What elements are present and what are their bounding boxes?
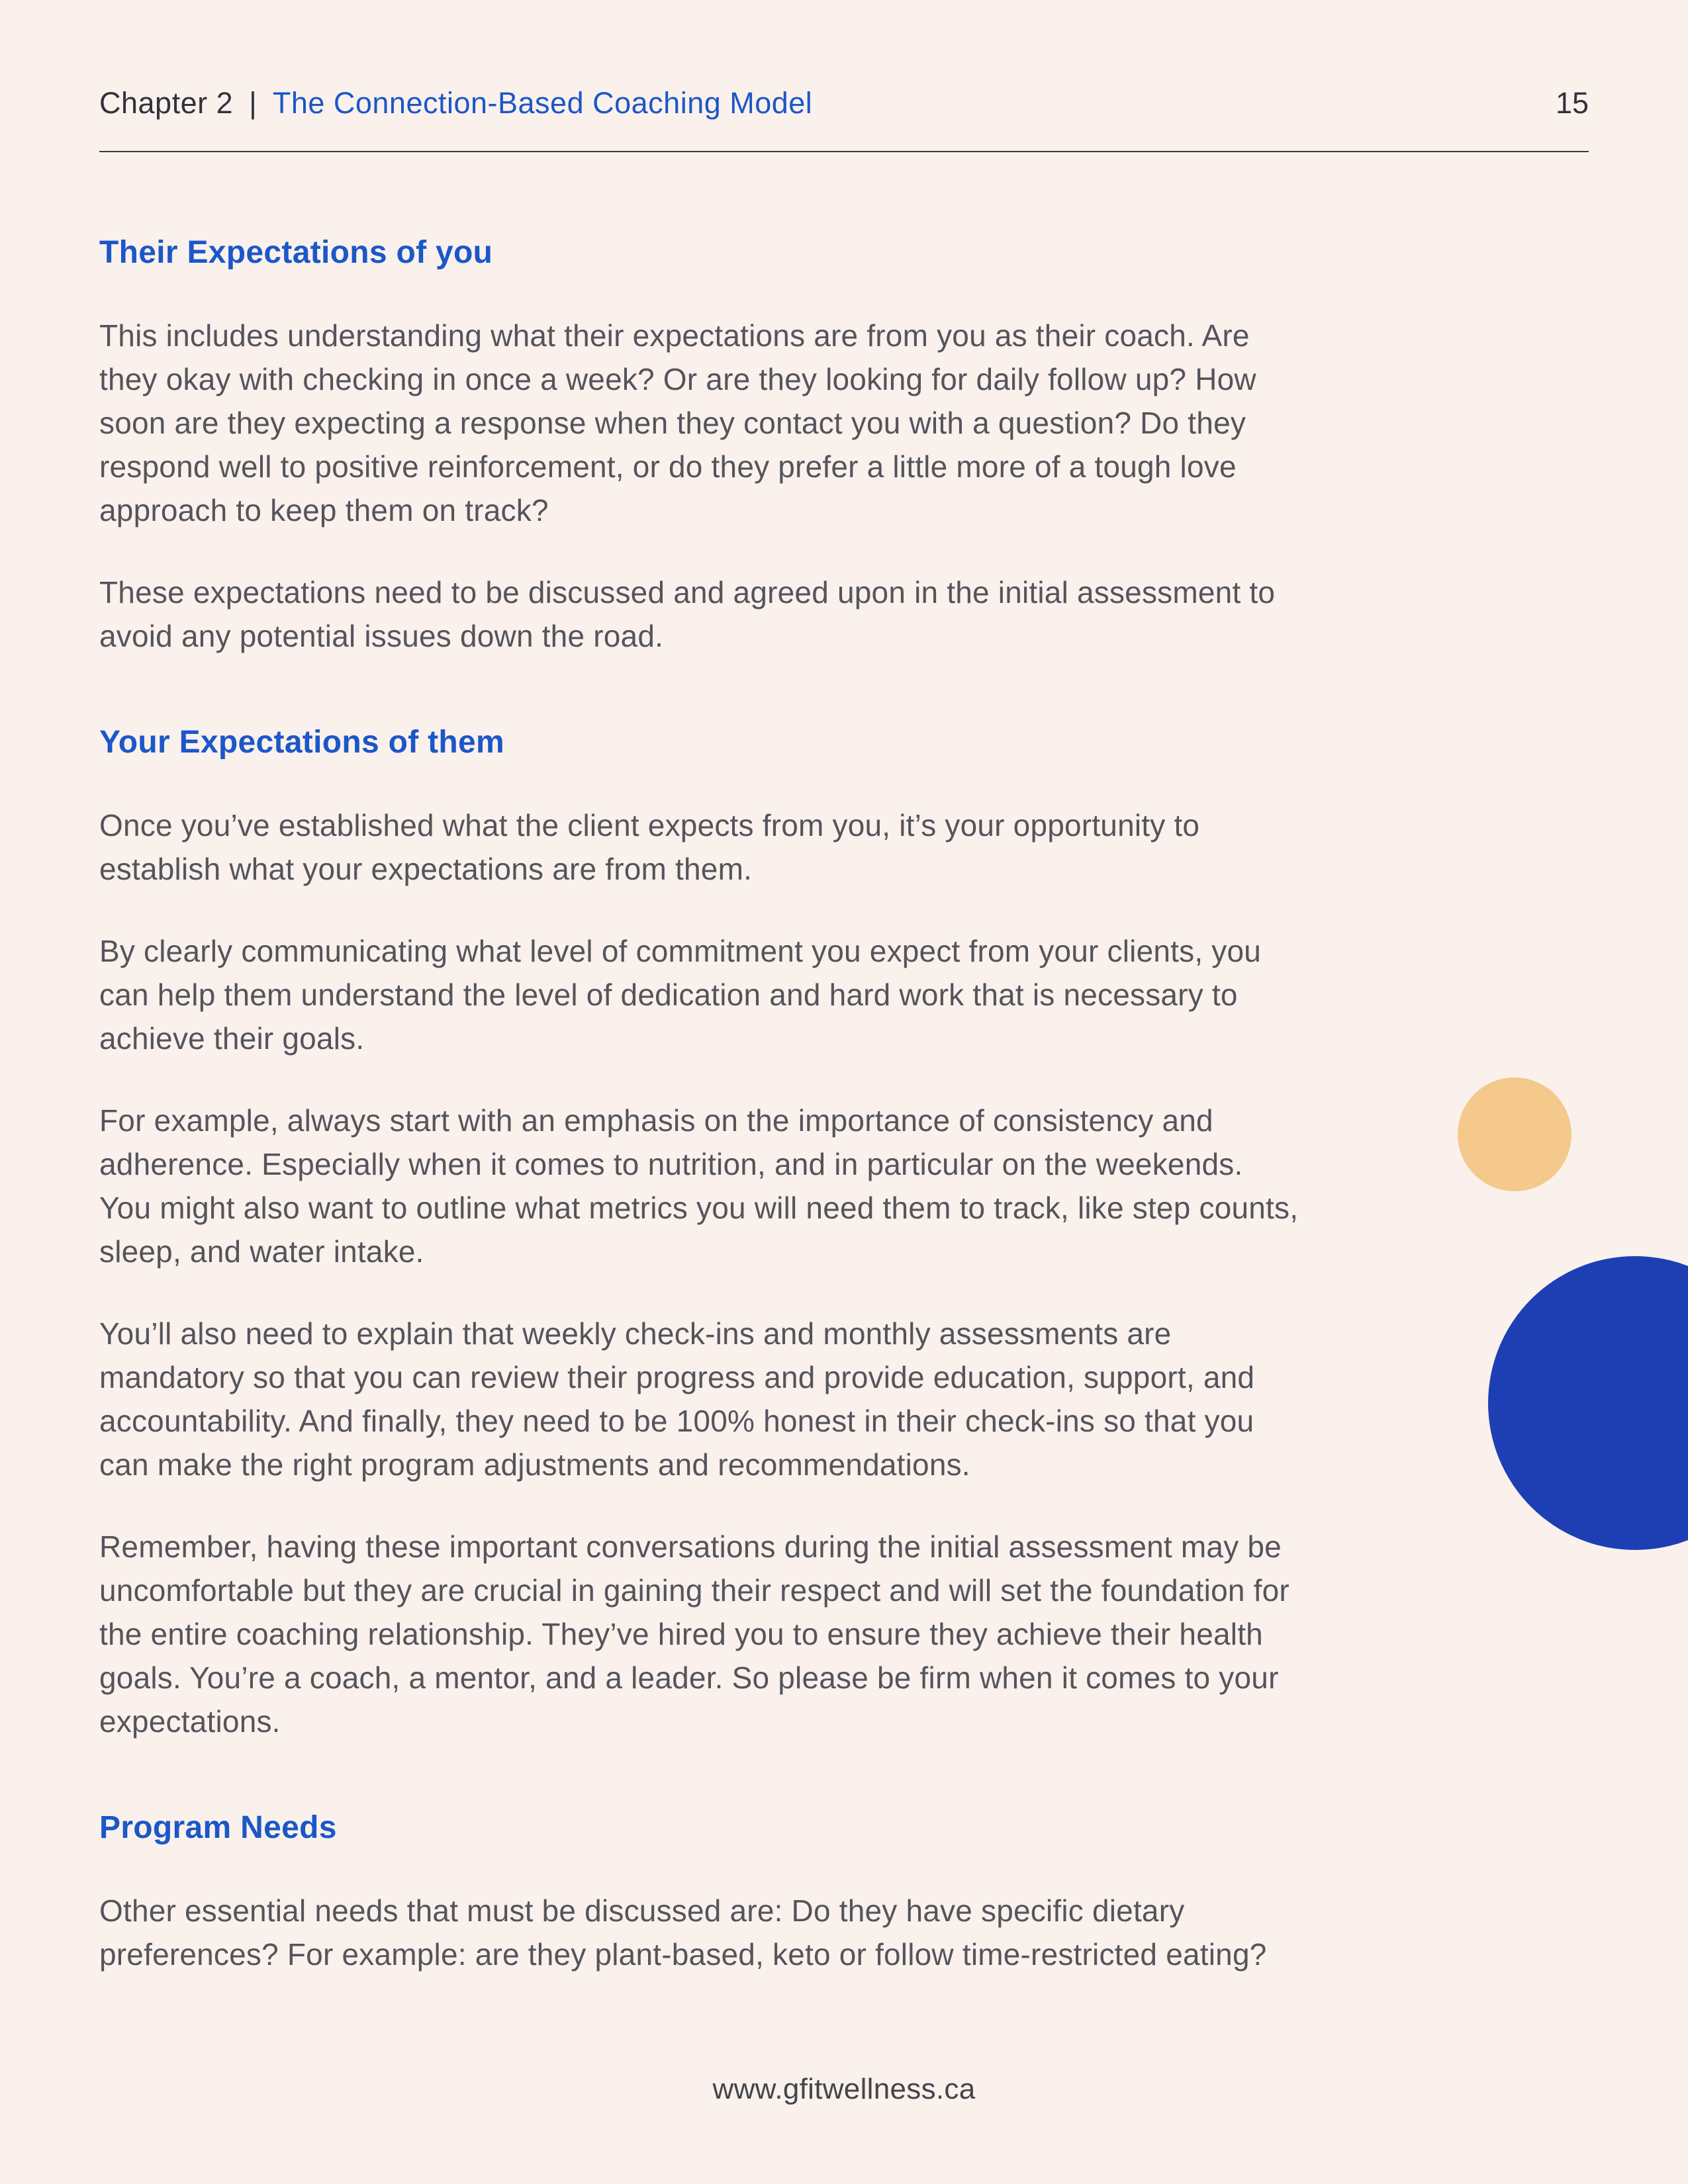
chapter-title: The Connection-Based Coaching Model xyxy=(272,86,813,120)
section-your-expectations xyxy=(99,723,1589,1743)
paragraph: Other essential needs that must be discussed are: Do they have specific dietary preferences? For example: are they plant-based, keto or follow time-restricted eating? xyxy=(99,1893,1267,1972)
paragraph: You’ll also need to explain that weekly check-ins and monthly assessments are mandatory so that you can review their progress and provide education, support, and accountability. And finally, they need to be 100% honest in their check-ins so that you can make the right program adjustments and recommendations. xyxy=(99,1316,1255,1482)
page-footer xyxy=(0,2073,1688,2106)
section-heading: Your Expectations of them xyxy=(99,725,505,760)
page-content xyxy=(0,152,1688,1976)
breadcrumb xyxy=(99,86,812,120)
paragraph: This includes understanding what their expectations are from you as their coach. Are they okay with checking in once a week? Or are they looking for daily follow up? How soon are they expecting a response when they contact you with a question? Do they respond well to positive reinforcement, or do they prefer a little more of a tough love approach to keep them on track? xyxy=(99,318,1256,527)
page-number: 15 xyxy=(1555,86,1589,120)
chapter-label: Chapter 2 xyxy=(99,86,234,120)
website-url: www.gfitwellness.ca xyxy=(712,2073,976,2105)
page-header xyxy=(0,0,1688,120)
paragraph: For example, always start with an emphasis on the importance of consistency and adherence. Especially when it comes to nutrition, and in particular on the weekends. You might also want to outline what metrics you will need them to track, like step counts, sleep, and water intake. xyxy=(99,1103,1299,1269)
section-their-expectations xyxy=(99,233,1589,658)
paragraph: By clearly communicating what level of commitment you expect from your clients, you can help them understand the level of dedication and hard work that is necessary to achieve their goals. xyxy=(99,934,1262,1056)
section-heading: Their Expectations of you xyxy=(99,235,493,270)
section-heading: Program Needs xyxy=(99,1810,337,1845)
section-program-needs xyxy=(99,1808,1589,1976)
header-separator: | xyxy=(249,86,257,120)
paragraph: Once you’ve established what the client expects from you, it’s your opportunity to establish what your expectations are from them. xyxy=(99,808,1200,886)
paragraph: These expectations need to be discussed and agreed upon in the initial assessment to avoid any potential issues down the road. xyxy=(99,575,1276,653)
paragraph: Remember, having these important conversations during the initial assessment may be uncomfortable but they are crucial in gaining their respect and will set the foundation for the entire coaching relationship. They’ve hired you to ensure they achieve their health goals. You’re a coach, a mentor, and a leader. So please be firm when it comes to your expectations. xyxy=(99,1529,1289,1739)
